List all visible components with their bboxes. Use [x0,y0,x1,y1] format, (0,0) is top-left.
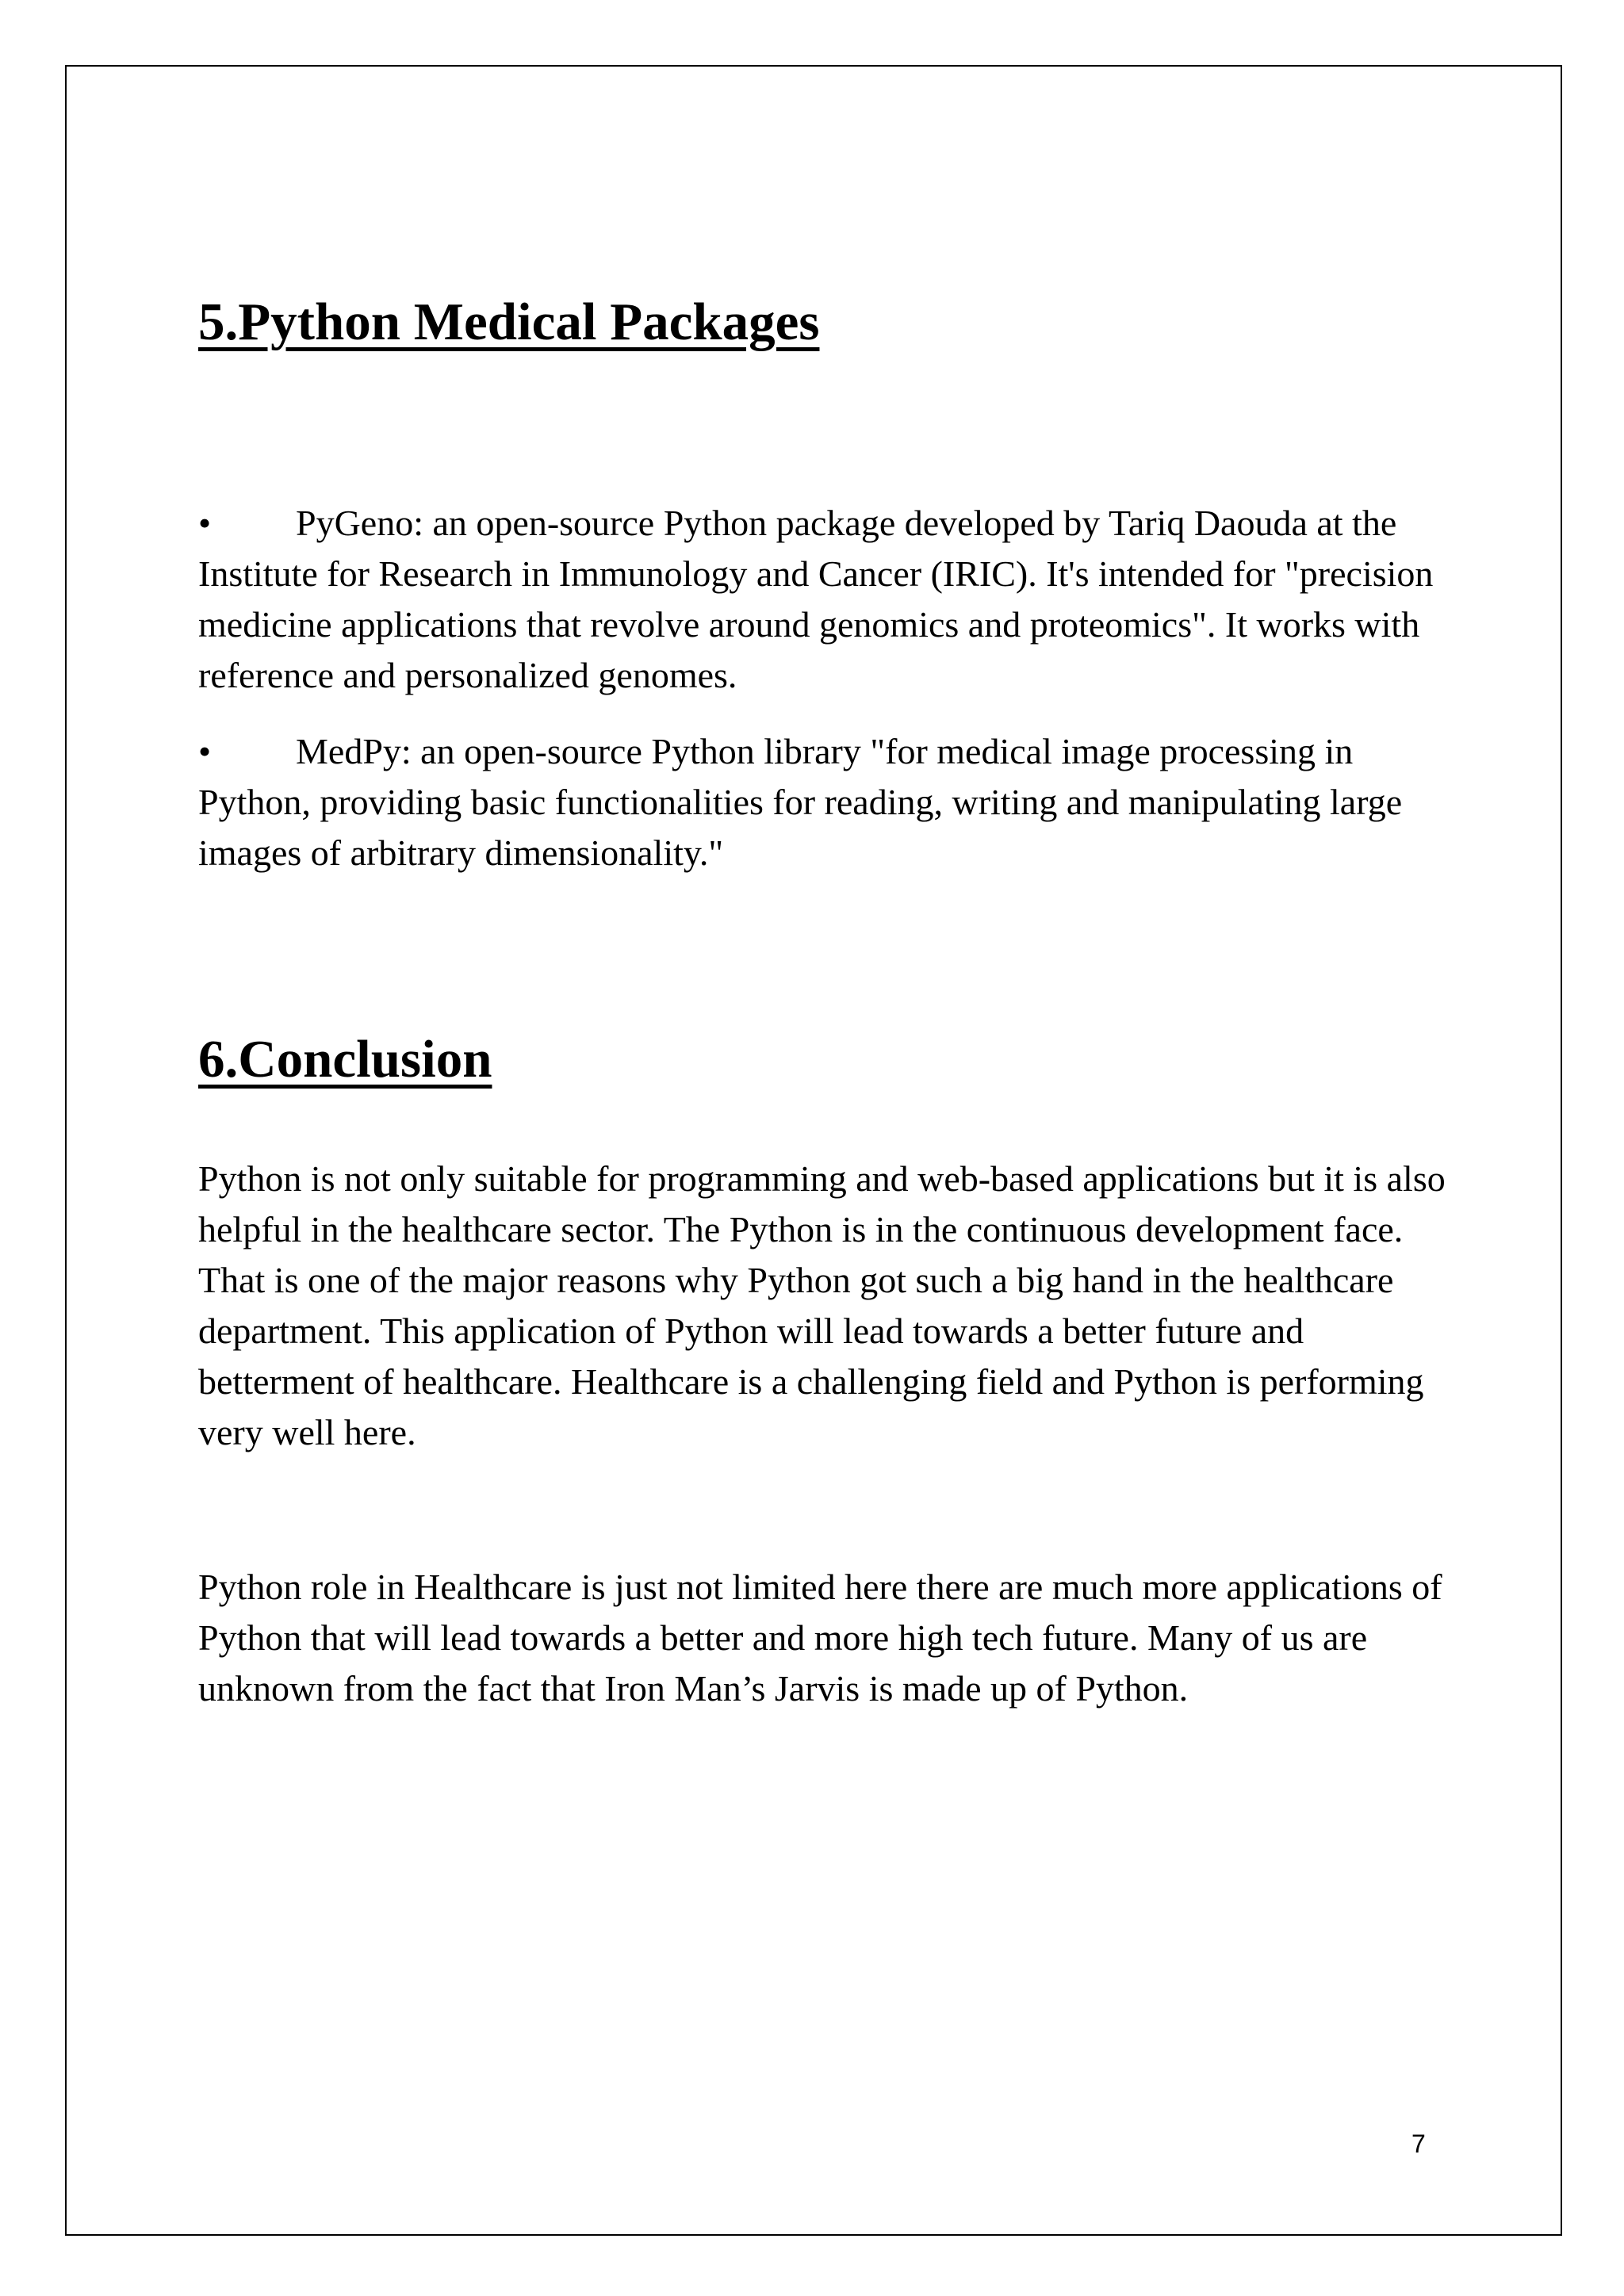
packages-list [198,498,1467,878]
page-border [65,65,1562,2236]
conclusion-paragraph: Python role in Healthcare is just not limited here there are much more applications of Python that will lead towards a better and more high tech future. Many of us are unknown from the fact that Iron Man’s Jarvis is made up of Python. [198,1567,1442,1709]
page-number: 7 [1411,2130,1426,2158]
list-item [198,498,1467,701]
list-item [198,726,1467,878]
section-heading-python-medical-packages: 5.Python Medical Packages [198,293,820,351]
section-heading-conclusion: 6.Conclusion [198,1030,492,1089]
bullet-icon: • [198,503,212,543]
list-item-text: MedPy: an open-source Python library "for medical image processing in Python, providing basic functionalities for reading, writing and manipulating large images of arbitrary dimensionality." [198,731,1403,873]
conclusion-paragraph: Python is not only suitable for programming and web-based applications but it is also helpful in the healthcare sector. The Python is in the continuous development face. That is one of the major reasons why Python got such a big hand in the healthcare department. This application of Python will lead towards a better future and betterment of healthcare. Healthcare is a challenging field and Python is performing very well here. [198,1158,1446,1452]
bullet-icon: • [198,731,212,771]
list-item-text: PyGeno: an open-source Python package developed by Tariq Daouda at the Institute for Research in Immunology and Cancer (IRIC). It's intended for "precision medicine applications that revolve around genomics and proteomics". It works with reference and personalized genomes. [198,503,1434,695]
